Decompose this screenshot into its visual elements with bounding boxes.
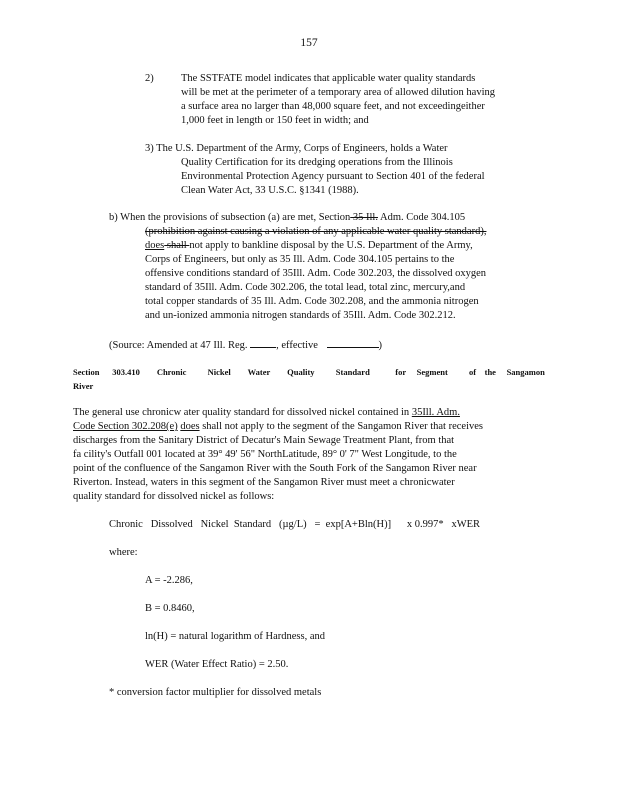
source-effective: , effective [276, 340, 318, 351]
section-body-line-2 [73, 420, 483, 434]
item-2-line-4: 1,000 feet in length or 150 feet in width; and [181, 115, 369, 126]
section-heading: Section 303.410 Chronic Nickel Water Quality Standard for Segment of the Sangamon [73, 367, 545, 377]
where-label: where: [109, 547, 138, 558]
section-body-line-7: quality standard for dissolved nickel as follows: [73, 491, 275, 502]
def-wer: WER (Water Effect Ratio) = 2.50. [145, 659, 289, 670]
para-b-line-3-rest: not apply to bankline disposal by the U.S. Department of the Army, [189, 240, 473, 251]
item-2-line-2: will be met at the perimeter of a temporary area of allowed dilution having [181, 87, 496, 98]
para-b-line-1-text: b) When the provisions of subsection (a) are met, Section [109, 212, 351, 223]
item-2-line-3: a surface area no larger than 48,000 square feet, and not exceedingeither [181, 101, 485, 112]
para-b-line-3 [145, 239, 473, 253]
source-text: (Source: Amended at 47 Ill. Reg. [109, 340, 248, 351]
section-body-line-4: fa cility's Outfall 001 located at 39° 49' 56" NorthLatitude, 89° 0' 7" West Longitude, to the [73, 449, 457, 460]
inserted-citation: 35Ill. Adm. [411, 407, 460, 418]
para-b-line-5: offensive conditions standard of 35Ill. Adm. Code 302.203, the dissolved oxygen [145, 268, 487, 279]
source-close: ) [378, 340, 383, 351]
item-3-line-2: Quality Certification for its dredging operations from the Illinois [181, 157, 453, 168]
def-b: B = 0.8460, [145, 603, 195, 614]
inserted-does: does [145, 240, 165, 251]
section-body-text: The general use chronicw ater quality standard for dissolved nickel contained in [73, 407, 412, 418]
section-heading-cont: River [73, 381, 94, 391]
para-b-struck-text: 35 Ill. [350, 212, 378, 223]
section-body-line-1 [73, 406, 460, 420]
para-b-line-1 [109, 211, 465, 225]
section-body-line-6: Riverton. Instead, waters in this segment of the Sangamon River must meet a chronicwater [73, 477, 455, 488]
para-b-struck-line: (prohibition against causing a violation of any applicable water quality standard), [145, 226, 487, 237]
section-body-line-5: point of the confluence of the Sangamon River with the South Fork of the Sangamon River near [73, 463, 477, 474]
effective-date-blank [327, 337, 379, 348]
item-3-line-4: Clean Water Act, 33 U.S.C. §1341 (1988). [181, 185, 359, 196]
struck-shall: shall [164, 240, 190, 251]
footnote: * conversion factor multiplier for dissolved metals [109, 687, 322, 698]
item-3-line-1: 3) The U.S. Department of the Army, Corps of Engineers, holds a Water [145, 143, 448, 154]
reg-page-blank [250, 337, 276, 348]
def-ln-h: ln(H) = natural logarithm of Hardness, and [145, 631, 325, 642]
def-a: A = -2.286, [145, 575, 193, 586]
source-note [109, 337, 382, 353]
section-body-line-3: discharges from the Sanitary District of Decatur's Main Sewage Treatment Plant, from that [73, 435, 455, 446]
para-b-line-4: Corps of Engineers, but only as 35 Ill. Adm. Code 304.105 pertains to the [145, 254, 455, 265]
page-number: 157 [300, 37, 318, 49]
section-body-line-2-rest: shall not apply to the segment of the Sangamon River that receives [199, 421, 483, 432]
item-2-line-1: The SSTFATE model indicates that applicable water quality standards [181, 73, 476, 84]
para-b-line-1-end: Adm. Code 304.105 [377, 212, 466, 223]
item-3-line-3: Environmental Protection Agency pursuant to Section 401 of the federal [181, 171, 485, 182]
para-b-line-7: total copper standards of 35 Ill. Adm. Code 302.208, and the ammonia nitrogen [145, 296, 479, 307]
inserted-does-2: does [180, 421, 200, 432]
para-b-line-8: and un-ionized ammonia nitrogen standards of 35Ill. Adm. Code 302.212. [145, 310, 456, 321]
inserted-code-section: Code Section 302.208(e) [73, 421, 178, 432]
formula: Chronic Dissolved Nickel Standard (µg/L) = exp[A+Bln(H)] x 0.997* xWER [109, 519, 481, 530]
para-b-line-6: standard of 35Ill. Adm. Code 302.206, the total lead, total zinc, mercury,and [145, 282, 466, 293]
item-2-marker: 2) [145, 73, 154, 84]
